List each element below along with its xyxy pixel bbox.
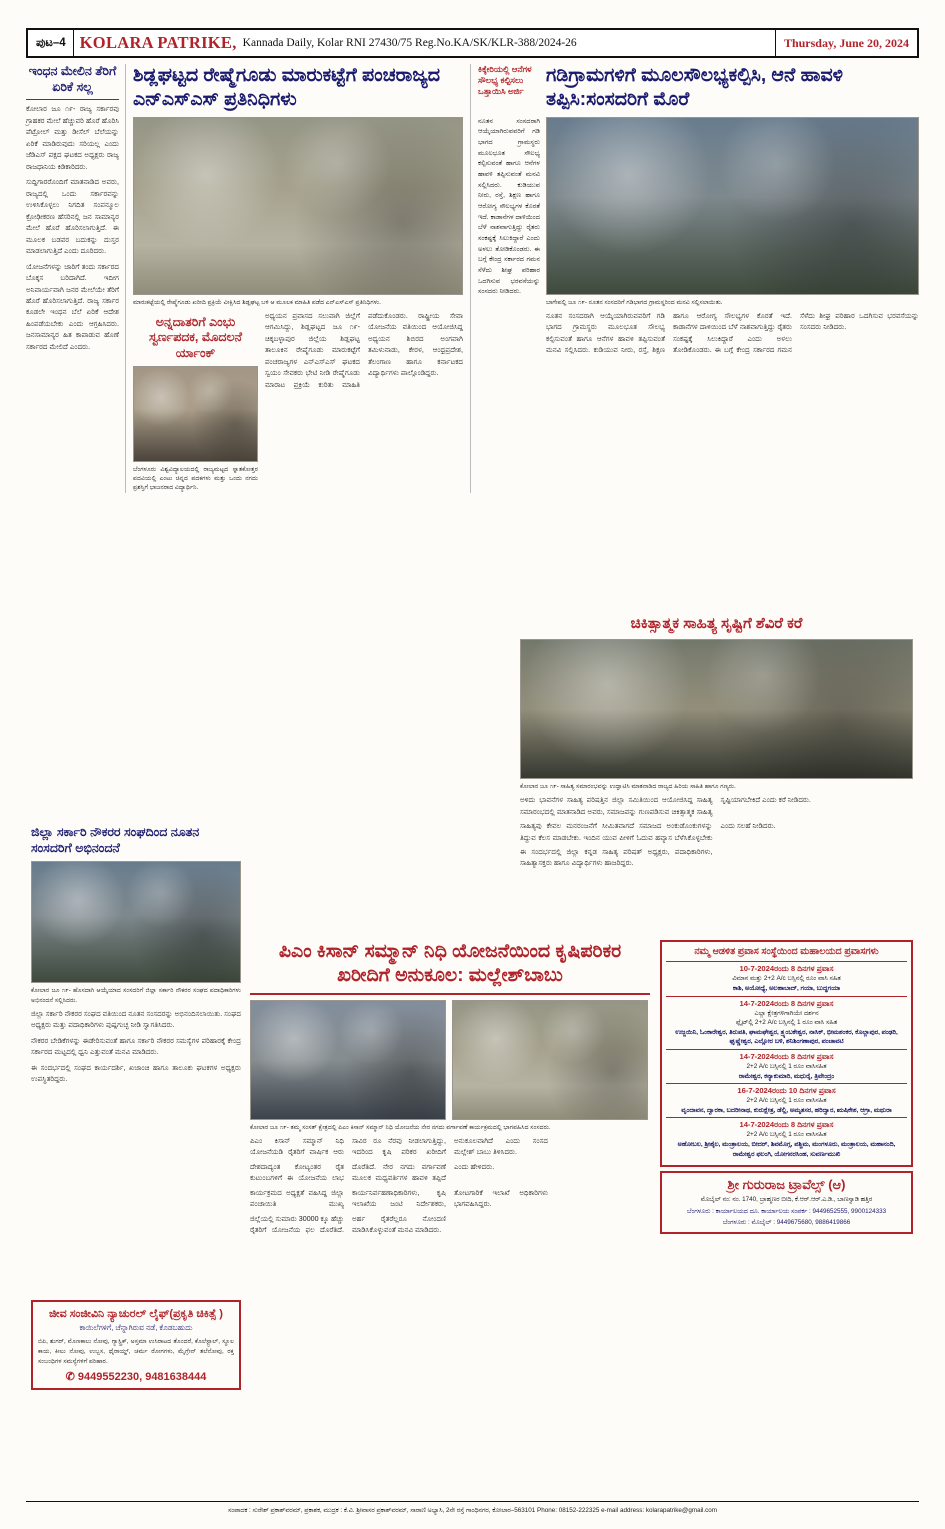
article-district-p1: ಜಿಲ್ಲಾ ಸರ್ಕಾರಿ ನೌಕರರ ಸಂಘದ ವತಿಯಿಂದ ನೂತನ ಸಂಸದರನ್ನು ಅಭಿನಂದಿಸಲಾಯಿತು. ಸಂಘದ ಅಧ್ಯಕ್ಷರು ಮತ್ತು ಪದಾಧಿಕಾರಿಗಳು ಪುಷ್ಪಗುಚ್ಛ ನೀಡಿ ಸ್ವಾಗತಿಸಿದರು. — [31, 1009, 241, 1030]
newspaper-title: KOLARA PATRIKE, — [79, 33, 237, 52]
photo-border-villagers — [546, 117, 919, 295]
headline-literature: ಚಿಕಿತ್ಸಾತ್ಮಕ ಸಾಹಿತ್ಯ ಸೃಷ್ಟಿಗೆ ಶೆವಿರೆ ಕರೆ — [630, 615, 803, 632]
article-border-body: ನೂತನ ಸಂಸದರಾಗಿ ಆಯ್ಕೆಯಾಗಿರುವವರಿಗೆ ಗಡಿ ಭಾಗದ ಗ್ರಾಮಸ್ಥರು ಮೂಲಭೂತ ಸೌಲಭ್ಯ ಕಲ್ಪಿಸುವಂತೆ ಹಾಗೂ ಆನೆಗಳ ಹಾವಳಿ ತಪ್ಪಿಸುವಂತೆ ಮನವಿ ಸಲ್ಲಿಸಿದರು. ಕುಡಿಯುವ ನೀರು, ರಸ್ತೆ, ಶಿಕ್ಷಣ ಹಾಗೂ ಆರೋಗ್ಯ ಸೌಲಭ್ಯಗಳ ಕೊರತೆ ಇದೆ. ಕಾಡಾನೆಗಳ ದಾಳಿಯಿಂದ ಬೆಳೆ ನಾಶವಾಗುತ್ತಿದ್ದು ರೈತರು ಸಂಕಷ್ಟಕ್ಕೆ ಸಿಲುಕಿದ್ದಾರೆ ಎಂದು ಅಳಲು ತೋಡಿಕೊಂಡರು. ಈ ಬಗ್ಗೆ ಕೇಂದ್ರ ಸರ್ಕಾರದ ಗಮನ ಸೆಳೆದು ಶೀಘ್ರ ಪರಿಹಾರ ಒದಗಿಸುವ ಭರವಸೆಯನ್ನು ಸಂಸದರು ನೀಡಿದರು. — [546, 311, 919, 355]
headline-pm-kisan: ಪಿಎಂ ಕಿಸಾನ್ ಸಮ್ಮಾನ್ ನಿಧಿ ಯೋಜನೆಯಿಂದ ಕೃಷಿಪರಿಕರ ಖರೀದಿಗೆ ಅನುಕೂಲ: ಮಲ್ಲೇಶ್‌ಬಾಬು — [278, 941, 622, 986]
page-number: ಪುಟ–4 — [36, 30, 74, 56]
schedule-row[interactable] — [666, 1049, 907, 1083]
column-silk-story — [126, 64, 471, 493]
article-literature-p3: ಈ ಸಂದರ್ಭದಲ್ಲಿ ಜಿಲ್ಲಾ ಕನ್ನಡ ಸಾಹಿತ್ಯ ಪರಿಷತ್ ಅಧ್ಯಕ್ಷರು, ಪದಾಧಿಕಾರಿಗಳು, ಸಾಹಿತ್ಯಾಸಕ್ತರು ಹಾಗೂ ವಿದ್ಯಾರ್ಥಿಗಳು ಹಾಜರಿದ್ದರು. — [520, 847, 713, 868]
top-section — [26, 64, 919, 493]
article-literature-p1: ಅಳಿದು ಭಾವನೆಗಳ ಸಾಹಿತ್ಯ ಪರಿಷತ್ತಿನ ಜಿಲ್ಲಾ ಸಮಿತಿಯಿಂದ ಆಯೋಜಿಸಿದ್ದ ಸಾಹಿತ್ಯ ಸಮಾರಂಭದಲ್ಲಿ ಮಾತನಾಡಿದ ಅವರು, ಸಮಾಜವನ್ನು ಗುಣಪಡಿಸುವ ಚಿಕಿತ್ಸಾತ್ಮಕ ಸಾಹಿತ್ಯ ಸೃಷ್ಟಿಯಾಗಬೇಕಿದೆ ಎಂದು ಕರೆ ನೀಡಿದರು. — [520, 796, 811, 816]
caption-pm-kisan: ಕೋಲಾರ ಜೂ ೧೯- ತಮ್ಮ ಸಂಸತ್ ಕ್ಷೇತ್ರದಲ್ಲಿ ಪಿಎಂ ಕಿಸಾನ್ ಸಮ್ಮಾನ್ ನಿಧಿ ಯೋಜನೆಯ ನೇರ ನಗದು ವರ್ಗಾವಣೆ ಕಾರ್ಯಕ್ರಮದಲ್ಲಿ ಭಾಗವಹಿಸಿದ ಸಂಸದರು. — [250, 1123, 551, 1131]
article-fuel-p1: ಕೋಲಾರ ಜೂ ೧೯- ರಾಜ್ಯ ಸರ್ಕಾರವು ಗ್ರಾಹಕರ ಮೇಲೆ ಹೆಚ್ಚುವರಿ ಹೊರೆ ಹೊರಿಸಿ ಪೆಟ್ರೋಲ್ ಮತ್ತು ಡೀಸೆಲ್ ಬೆಲೆಯನ್ನು ಏರಿಕೆ ಮಾಡಿರುವುದು ಸರಿಯಲ್ಲ ಎಂದು ಜೆಡಿಎಸ್ ಪಕ್ಷದ ಘಟಕದ ಅಧ್ಯಕ್ಷರು ರಾಜ್ಯ ರಾಜಧಾನಿಯ ಕಿಡಿಕಾರಿದರು. — [26, 105, 119, 171]
ad-travel-schedule[interactable] — [660, 940, 913, 1234]
masthead — [26, 28, 919, 58]
caption-district-employees: ಕೋಲಾರ ಜೂ ೧೯- ಹೊಸದಾಗಿ ಆಯ್ಕೆಯಾದ ಸಂಸದರಿಗೆ ಜಿಲ್ಲಾ ಸರ್ಕಾರಿ ನೌಕರರ ಸಂಘದ ಪದಾಧಿಕಾರಿಗಳು ಅಭಿನಂದನೆ ಸಲ್ಲಿಸಿದರು. — [31, 987, 241, 1004]
article-literature-p2: ಸಾಹಿತ್ಯವು ಕೇವಲ ಮನರಂಜನೆಗೆ ಸೀಮಿತವಾಗದೆ ಸಮಾಜದ ಅಂಕುಡೊಂಕುಗಳನ್ನು ತಿದ್ದುವ ಕೆಲಸ ಮಾಡಬೇಕು. ಇಂದಿನ ಯುವ ಪೀಳಿಗೆ ಓದುವ ಹವ್ಯಾಸ ಬೆಳೆಸಿಕೊಳ್ಳಬೇಕು ಎಂದು ಸಲಹೆ ನೀಡಿದರು. — [520, 822, 776, 842]
caption-literature-event: ಕೋಲಾರ ಜೂ ೧೯- ಸಾಹಿತ್ಯ ಸಮಾರಂಭವನ್ನು ಉದ್ಘಾಟಿಸಿ ಮಾತನಾಡಿದ ರಾಜ್ಯದ ಹಿರಿಯ ಸಾಹಿತಿ ಹಾಗೂ ಗಣ್ಯರು. — [520, 782, 736, 790]
travel-agency-name: ಶ್ರೀ ಗುರುರಾಜ ಟ್ರಾವೆಲ್ಸ್ (ಆ) — [727, 1177, 846, 1193]
schedule-detail: 2+2 A/c ಬಸ್ಸಿನಲ್ಲಿ 1 ರೂಂ ವಾಸಿಸಹಿತ — [746, 1063, 827, 1070]
kicker-elephant: ಕಿಕ್ಕೇರಿಯಲ್ಲಿ ಆನೆಗಳ ಸೌಲಭ್ಯ ಕಲ್ಪಿಸಲು ಒತ್ತಾಯಿಸಿ ಅರ್ಜಿ — [478, 64, 532, 97]
schedule-detail: 2+2 A/c ಬಸ್ಸಿನಲ್ಲಿ 1 ರೂಂ ವಾಸಿಸಹಿತ — [746, 1097, 827, 1105]
schedule-places: ಉಜ್ಜಯಿನಿ, ಓಂಕಾರೇಶ್ವರ, ತಿರುಪತಿ, ಘಾಮಘೇಶ್ವರ, ತ್ರ್ಯಂಬಕೇಶ್ವರ, ನಾಸಿಕ್, ಭೀಮಶಂಕರ, ಕೊಲ್ಲಾಪುರ, ಪಂಢರಿ, ಘೃಷ್ಣೇಶ್ವರ, ಎಲ್ಲೋರ ಬಳಿ, ಶನಿಶಿಂಗಣಾಪುರ, ಪಂಚಾವಟಿ — [675, 1028, 898, 1046]
ad-body: ಬಿಪಿ, ಶುಗರ್, ಮೊಣಕಾಲು ನೋವು, ಗ್ಯಾಸ್ಟ್ರಿಕ್, ಅಸ್ತಮಾ ಉಸಿರಾಟದ ತೊಂದರೆ, ಕೊಲೆಸ್ಟ್ರಾಲ್, ಸ್ಥೂಲ ಕಾಯ, ಕೀಲು ನೋವು, ಉಬ್ಬಸ, ಥೈರಾಯ್ಡ್, ಚರ್ಮ ರೋಗಗಳು, ಮೈಗ್ರೇನ್ ತಲೆನೋವು, ರಕ್ತ ಸಂಬಂಧಿಗಳ ಸಮಸ್ಯೆಗಳಿಗೆ ಪರಿಹಾರ. — [38, 1338, 234, 1365]
article-elephant-side: ನೂತನ ಸಂಸದರಾಗಿ ಆಯ್ಕೆಯಾಗಿರುವವರಿಗೆ ಗಡಿ ಭಾಗದ ಗ್ರಾಮಸ್ಥರು ಮೂಲಭೂತ ಸೌಲಭ್ಯ ಕಲ್ಪಿಸುವಂತೆ ಹಾಗೂ ಆನೆಗಳ ಹಾವಳಿ ತಪ್ಪಿಸುವಂತೆ ಮನವಿ ಸಲ್ಲಿಸಿದರು. ಕುಡಿಯುವ ನೀರು, ರಸ್ತೆ, ಶಿಕ್ಷಣ ಹಾಗೂ ಆರೋಗ್ಯ ಸೌಲಭ್ಯಗಳ ಕೊರತೆ ಇದೆ. ಕಾಡಾನೆಗಳ ದಾಳಿಯಿಂದ ಬೆಳೆ ನಾಶವಾಗುತ್ತಿದ್ದು ರೈತರು ಸಂಕಷ್ಟಕ್ಕೆ ಸಿಲುಕಿದ್ದಾರೆ ಎಂದು ಅಳಲು ತೋಡಿಕೊಂಡರು. ಈ ಬಗ್ಗೆ ಕೇಂದ್ರ ಸರ್ಕಾರದ ಗಮನ ಸೆಳೆದು ಶೀಘ್ರ ಪರಿಹಾರ ಒದಗಿಸುವ ಭರವಸೆಯನ್ನು ಸಂಸದರು ನೀಡಿದರು. — [478, 117, 540, 296]
schedule-date: 14-7-2024ರಂದು 8 ದಿನಗಳ ಪ್ರವಾಸ — [739, 1120, 834, 1130]
section-literature — [520, 615, 913, 870]
schedule-date: 16-7-2024ರಂದು 10 ದಿನಗಳ ಪ್ರವಾಸ — [737, 1086, 836, 1096]
ad-title: ಜೀವ ಸಂಜೀವಿನಿ ನ್ಯಾಚುರಲ್ ಲೈಫ್(ಪ್ರಕೃತಿ ಚಿಕಿತ್ಸೆ ) — [49, 1308, 223, 1320]
ad-phone[interactable] — [38, 1370, 234, 1383]
schedule-date: 14-7-2024ರಂದು 8 ದಿನಗಳ ಪ್ರವಾಸ — [739, 1052, 834, 1061]
headline-fuel-tax: ಇಂಧನ ಮೇಲಿನ ತೆರಿಗೆ ಏರಿಕೆ ಸಲ್ಲ — [28, 64, 117, 94]
article-silk-body: ಅಧ್ಯಯನ ಪ್ರವಾಸದ ಸಲುವಾಗಿ ಜಿಲ್ಲೆಗೆ ಆಗಮಿಸಿದ್ದು, ಶಿಡ್ಲಘಟ್ಟದ ಜೂ ೧೯- ಚಿಕ್ಕಬಳ್ಳಾಪುರ ಜಿಲ್ಲೆಯ ಶಿಡ್ಲಘಟ್ಟ ತಾಲೂಕಿನ ರೇಷ್ಮೆಗೂಡು ಮಾರುಕಟ್ಟೆಗೆ ಪಂಚರಾಜ್ಯಗಳ ಎನ್ಎಸ್ಎಸ್ ಘಟಕದ ಸ್ವಯಂ ಸೇವಕರು ಭೇಟಿ ನೀಡಿ ರೇಷ್ಮೆಗೂಡು ಮಾರಾಟ ಪ್ರಕ್ರಿಯೆ ಕುರಿತು ಮಾಹಿತಿ ಪಡೆದುಕೊಂಡರು. ರಾಷ್ಟ್ರೀಯ ಸೇವಾ ಯೋಜನೆಯ ವತಿಯಿಂದ ಆಯೋಜಿಸಿದ್ದ ಅಧ್ಯಯನ ಶಿಬಿರದ ಅಂಗವಾಗಿ ತಮಿಳುನಾಡು, ಕೇರಳ, ಆಂಧ್ರಪ್ರದೇಶ, ತೆಲಂಗಾಣ ಹಾಗೂ ಕರ್ನಾಟಕದ ವಿದ್ಯಾರ್ಥಿಗಳು ಪಾಲ್ಗೊಂಡಿದ್ದರು. — [265, 311, 463, 389]
caption-gold-medalist: ಬೆಂಗಳೂರು ವಿಶ್ವವಿದ್ಯಾಲಯದಲ್ಲಿ ರಾಜ್ಯಮಟ್ಟದ ಸ್ನಾತಕೋತ್ತರ ಪದವಿಯಲ್ಲಿ ಎಂಟು ಚಿನ್ನದ ಪದಕಗಳು ಮತ್ತು ಒಂದು ನಗದು ಪ್ರಶಸ್ತಿಗೆ ಭಾಜನರಾದ ವಿದ್ಯಾರ್ಥಿನಿ. — [133, 465, 258, 492]
article-pm-kisan-p1: ಪಿಎಂ ಕಿಸಾನ್ ಸಮ್ಮಾನ್ ನಿಧಿ ಯೋಜನೆಯಡಿ ರೈತರಿಗೆ ವಾರ್ಷಿಕ ಆರು ಸಾವಿರ ರೂ ನೆರವು ನೀಡಲಾಗುತ್ತಿದ್ದು, ಇದರಿಂದ ಕೃಷಿ ಪರಿಕರ ಖರೀದಿಗೆ ಅನುಕೂಲವಾಗಿದೆ ಎಂದು ಸಂಸದ ಮಲ್ಲೇಶ್ ಬಾಬು ತಿಳಿಸಿದರು. — [250, 1136, 548, 1157]
schedule-date: 10-7-2024ರಂದು 8 ದಿನಗಳ ಪ್ರವಾಸ — [739, 964, 834, 974]
travel-schedule-box — [660, 940, 913, 1167]
schedule-date: 14-7-2024ರಂದು 8 ದಿನಗಳ ಪ್ರವಾಸ — [739, 998, 834, 1008]
schedule-places: ಅಹೋಬಲ, ಶ್ರೀಶೈಲ, ಮಂತ್ರಾಲಯ, ಬೀದರ್, ಶಿವಮೊಗ್ಗ, ಪಶ್ಚಿಮ, ಮಂಗಳೂರು, ಮಂತ್ರಾಲಯ, ಮಹಾನಂದಿ, ರಾಮೇಶ್ವರ ಫಲಂಗಿ, ಯೋಗನರಸಿಂಹ, ಸುವರ್ಣಮುಖಿ — [677, 1141, 896, 1158]
ad-naturopathy-clinic[interactable] — [31, 1300, 241, 1390]
schedule-places: ಕಾಶಿ, ಅಯೋಧ್ಯೆ, ಅಲಹಾಬಾದ್, ಗಯಾ, ಬುದ್ಧಗಯಾ — [732, 984, 841, 992]
schedule-detail: ಎಲ್ಲಾ ಕ್ಷೇತ್ರಗಳಿಗಾಗಿಯೇ ದರ್ಶನ — [754, 1009, 819, 1017]
column-border-story — [471, 64, 919, 493]
article-fuel-p2: ಸುದ್ದಿಗಾರರೊಂದಿಗೆ ಮಾತನಾಡಿದ ಅವರು, ರಾಜ್ಯದಲ್ಲಿ ಒಂದು ಸರ್ಕಾರವನ್ನು ಉಳಿಸಿಕೊಳ್ಳಲು ನಿಗದಿತ ಸಂಪನ್ಮೂಲ ಕ್ರೋಢೀಕರಣ ಹೆಸರಿನಲ್ಲಿ ಜನ ಸಾಮಾನ್ಯರ ಮೇಲೆ ಹೊರೆ ಹೊರಿಸಲಾಗುತ್ತಿದೆ. ಈ ಮೂಲಕ ಬಡವರ ಬದುಕನ್ನು ದುಸ್ತರ ಮಾಡಲಾಗುತ್ತಿದೆ ಎಂದು ದೂರಿದರು. — [26, 178, 119, 256]
photo-literature-event — [520, 639, 913, 779]
schedule-title: ನಮ್ಮ ಆಡಳಿತ ಪ್ರವಾಸ ಸಂಸ್ಥೆಯಿಂದ ಮಹಾಲಯದ ಪ್ರವಾಸಗಳು — [694, 946, 879, 957]
section-district-employees — [31, 825, 241, 1086]
photo-pm-kisan-1 — [250, 1000, 446, 1120]
column-left — [26, 64, 126, 493]
schedule-row[interactable] — [666, 961, 907, 995]
travel-agency-phone-1[interactable]: ಬೆಂಗಳೂರು : ಕಾರ್ಯಾಲಯದ ದೂ. ಕಾರ್ಯಾಲಯ ಸಂಪರ್ಕ : 9449652555, 9900124333 — [686, 1207, 887, 1215]
article-district-p2: ನೌಕರರ ಬೇಡಿಕೆಗಳನ್ನು ಈಡೇರಿಸುವಂತೆ ಹಾಗೂ ಸರ್ಕಾರಿ ನೌಕರರ ಸಮಸ್ಯೆಗಳ ಪರಿಹಾರಕ್ಕೆ ಕೇಂದ್ರ ಸರ್ಕಾರದ ಮಟ್ಟದಲ್ಲಿ ಧ್ವನಿ ಎತ್ತುವಂತೆ ಮನವಿ ಮಾಡಿದರು. — [31, 1036, 241, 1057]
photo-pm-kisan-2 — [452, 1000, 648, 1120]
page-footer: ಸಂಪಾದಕ : ಸುರೇಶ್ ಪ್ರಕಾಶ್‌ವರಮ್, ಪ್ರಕಾಶಕ, ಮುದ್ರಕ : ಕೆ.ವಿ. ಶ್ರೀವಾಸರ ಪ್ರಕಾಶ್‌ವರಮ್, ಸಾರಾಣಿ ಅಭ್ಯಾಸಿ, 2ನೇ ರಸ್ತೆ ಗಾಂಧಿನಗರ, ಕೋಲಾರ–563101 Phone: 08152-222325 e-mail address: kolarapatrike@gmail.com — [26, 1501, 919, 1515]
photo-gold-medalist — [133, 366, 258, 462]
article-pm-kisan-p4: ಜಿಲ್ಲೆಯಲ್ಲಿ ಸುಮಾರು 30000 ಕ್ಕೂ ಹೆಚ್ಚು ರೈತರಿಗೆ ಯೋಜನೆಯ ಫಲ ದೊರೆತಿದೆ. ಅರ್ಹ ರೈತರೆಲ್ಲರೂ ನೋಂದಣಿ ಮಾಡಿಸಿಕೊಳ್ಳುವಂತೆ ಮನವಿ ಮಾಡಿದರು. — [250, 1214, 446, 1235]
schedule-detail: 2+2 A/c ಬಸ್ಸಿನಲ್ಲಿ 1 ರೂಂ ವಾಸಿಸಹಿತ — [746, 1131, 827, 1139]
schedule-places: ವೃಂದಾವನ, ದ್ವಾರಕಾ, ಬದರೀನಾಥ, ಕುರುಕ್ಷೇತ್ರ, ಡೆಲ್ಲಿ, ಅಮೃತಸರ, ಹರಿದ್ವಾರ, ಋಷಿಕೇಶ, ಆಗ್ರಾ, ಮಥುರಾ — [681, 1106, 892, 1114]
article-fuel-p3: ಯೋಜನೆಗಳನ್ನು ಜಾರಿಗೆ ತಂದು ಸರ್ಕಾರದ ಬೊಕ್ಕಸ ಬರಿದಾಗಿದೆ. ಇದೀಗ ಅನಿವಾರ್ಯವಾಗಿ ಜನರ ಮೇಲೆಯೇ ತೆರಿಗೆ ಹೊರೆ ಹೊರಿಸಲಾಗುತ್ತಿದೆ. ರಾಜ್ಯ ಸರ್ಕಾರ ಕೂಡಲೇ ಇಂಧನ ಬೆಲೆ ಏರಿಕೆ ಆದೇಶ ಹಿಂಪಡೆಯಬೇಕು ಎಂದು ಆಗ್ರಹಿಸಿದರು. ಜನಸಾಮಾನ್ಯರ ಹಿತ ಕಾಪಾಡುವ ಹೊಣೆ ಸರ್ಕಾರದ ಮೇಲಿದೆ ಎಂದರು. — [26, 262, 119, 351]
schedule-detail: ವಿಮಾನ ಮತ್ತು 2+2 A/c ಬಸ್ಸಿನಲ್ಲಿ ರೂಂ ವಾಸಿ ಸಹಿತ — [732, 975, 841, 983]
schedule-row[interactable] — [666, 1083, 907, 1117]
schedule-row[interactable] — [666, 1117, 907, 1161]
caption-border-villagers: ಬಾಗೇಪಲ್ಲಿ ಜೂ ೧೯- ನೂತನ ಸಂಸದರಿಗೆ ಗಡಿಭಾಗದ ಗ್ರಾಮಸ್ಥರಿಂದ ಮನವಿ ಸಲ್ಲಿಸಲಾಯಿತು. — [546, 298, 723, 306]
headline-border-villages: ಗಡಿಗ್ರಾಮಗಳಿಗೆ ಮೂಲಸೌಲಭ್ಯಕಲ್ಪಿಸಿ, ಆನೆ ಹಾವಳಿ ತಪ್ಪಿಸಿ:ಸಂಸದರಿಗೆ ಮೊರೆ — [546, 65, 843, 110]
schedule-detail-2: ಫ್ಲೈಟ್‌ಲ್ಲಿ 2+2 A/c ಬಸ್ಸಿನಲ್ಲಿ 1 ರೂಂ ವಾಸಿ ಸಹಿತ — [735, 1019, 838, 1027]
article-pm-kisan-p2: ದೇಶದಾದ್ಯಂತ ಕೋಟ್ಯಂತರ ರೈತ ಕುಟುಂಬಗಳಿಗೆ ಈ ಯೋಜನೆಯ ಲಾಭ ದೊರೆತಿದೆ. ನೇರ ನಗದು ವರ್ಗಾವಣೆ ಮೂಲಕ ಮಧ್ಯವರ್ತಿಗಳ ಹಾವಳಿ ತಪ್ಪಿದೆ ಎಂದು ಹೇಳಿದರು. — [250, 1162, 495, 1183]
section-pm-kisan — [250, 940, 650, 1237]
article-district-p3: ಈ ಸಂದರ್ಭದಲ್ಲಿ ಸಂಘದ ಕಾರ್ಯದರ್ಶಿ, ಖಜಾಂಚಿ ಹಾಗೂ ತಾಲೂಕು ಘಟಕಗಳ ಅಧ್ಯಕ್ಷರು ಉಪಸ್ಥಿತರಿದ್ದರು. — [31, 1063, 241, 1084]
masthead-subtitle: Kannada Daily, Kolar RNI 27430/75 Reg.No.KA/SK/KLR-388/2024-26 — [242, 37, 577, 49]
travel-agency-phone-2[interactable]: ಬೆಂಗಳೂರು : ಮೊಬೈಲ್ : 9449675680, 9886419866 — [722, 1219, 851, 1227]
photo-silk-market — [133, 117, 463, 295]
ad-phone-number: 9449552230, 9481638444 — [77, 1371, 207, 1384]
schedule-row[interactable] — [666, 996, 907, 1049]
headline-district-employees: ಜಿಲ್ಲಾ ಸರ್ಕಾರಿ ನೌಕರರ ಸಂಘದಿಂದ ನೂತನ ಸಂಸದರಿಗೆ ಅಭಿನಂದನೆ — [31, 825, 200, 855]
headline-silk-market: ಶಿಡ್ಲಘಟ್ಟದ ರೇಷ್ಮೆಗೂಡು ಮಾರುಕಟ್ಟೆಗೆ ಪಂಚರಾಜ್ಯದ ಎನ್ಎಸ್ಎಸ್ ಪ್ರತಿನಿಧಿಗಳು — [133, 65, 441, 110]
article-pm-kisan-p3: ಕಾರ್ಯಕ್ರಮದ ಅಧ್ಯಕ್ಷತೆ ವಹಿಸಿದ್ದ ಜಿಲ್ಲಾ ಪಂಚಾಯಿತಿ ಮುಖ್ಯ ಕಾರ್ಯನಿರ್ವಹಣಾಧಿಕಾರಿಗಳು, ಕೃಷಿ ಇಲಾಖೆಯ ಜಂಟಿ ನಿರ್ದೇಶಕರು, ತೋಟಗಾರಿಕೆ ಇಲಾಖೆ ಅಧಿಕಾರಿಗಳು ಭಾಗವಹಿಸಿದ್ದರು. — [250, 1188, 548, 1209]
travel-agency-card[interactable] — [660, 1171, 913, 1233]
phone-icon: ✆ — [65, 1371, 75, 1384]
issue-date: Thursday, June 20, 2024 — [775, 30, 909, 56]
caption-silk-market: ಮಾರುಕಟ್ಟೆಯಲ್ಲಿ ರೇಷ್ಮೆಗೂಡು ಖರೀದಿ ಪ್ರಕ್ರಿಯೆ ವೀಕ್ಷಿಸಿದ ಶಿಡ್ಲಘಟ್ಟ ಬಳಿ ಆ ಮೂಲಕ ಮಾಹಿತಿ ಪಡೆದ ಎನ್ಎಸ್ಎಸ್ ಪ್ರತಿನಿಧಿಗಳು. — [133, 298, 381, 306]
travel-agency-address: ಮೊಬೈಲ್ ನಂ: ನಂ. 1740, ಬ್ರಾಹ್ಮಣರ ಬೀದಿ, ಕೆ.ಆರ್.ಆರ್.ಎ.ಡಿ., ಬಾಣಸ್ವಾಡಿ ಹತ್ತಿರ — [700, 1196, 873, 1204]
schedule-places: ರಾಮೇಶ್ವರ, ಕನ್ಯಾಕುಮಾರಿ, ಮಧುರೈ, ತ್ರಿವೇಂದ್ರಂ — [738, 1072, 835, 1080]
photo-district-employees — [31, 861, 241, 983]
headline-gold-medal: ಅನ್ನದಾತರಿಗೆ ಎಂಭು ಸ್ವರ್ಣಪದಕ, ಮೊದಲನೆ ರ್ಯಾಂಕ್ — [149, 314, 242, 361]
ad-subtitle: ಕಾಯಿಲೆಗಳಿಗೆ, ಚೆನ್ನಾಗಿರುವ ನಡೆ, ಕೊಡಬಹುದು — [79, 1323, 193, 1333]
